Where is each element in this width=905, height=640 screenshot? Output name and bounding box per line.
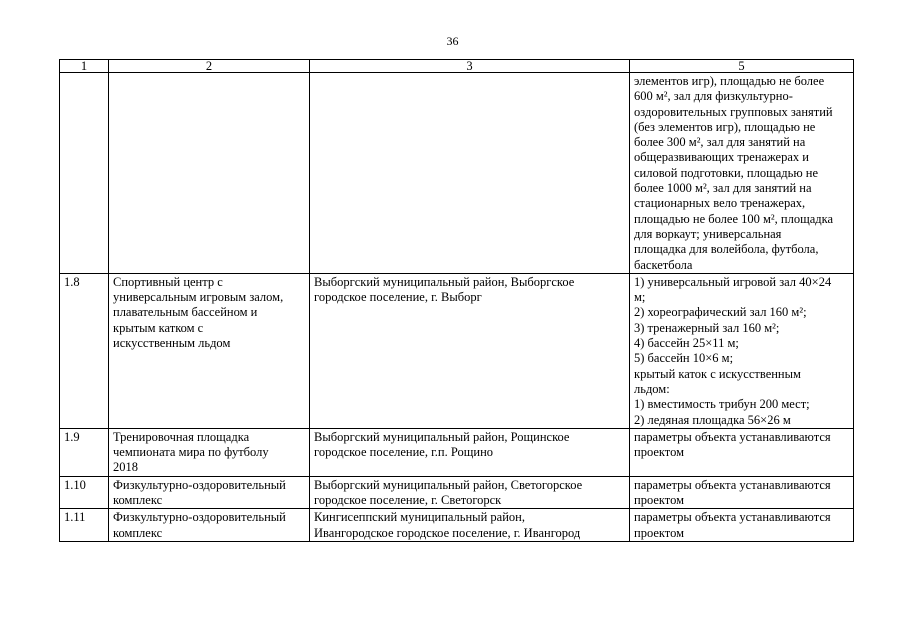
cell-line: Кингисеппский муниципальный район, — [314, 510, 525, 525]
col-header: 1 — [60, 60, 109, 73]
cell-line: м; — [634, 290, 646, 305]
cell-line: Спортивный центр с — [113, 274, 223, 289]
cell-line: 2018 — [113, 460, 138, 475]
cell-line: универсальным игровым залом, — [113, 290, 284, 305]
page-number: 36 — [446, 34, 459, 48]
location-cell — [310, 476, 630, 509]
cell-line: общеразвивающих тренажерах и — [634, 150, 809, 165]
row-number-cell — [60, 73, 109, 274]
cell-line: более 1000 м², зал для занятий на — [634, 181, 812, 196]
cell-line: оздоровительных групповых занятий — [634, 104, 833, 119]
row-number-cell: 1.8 — [60, 273, 109, 428]
table-row — [60, 73, 854, 274]
table-row — [60, 428, 854, 476]
row-number-cell: 1.10 — [60, 476, 109, 509]
object-name-cell — [109, 476, 310, 509]
data-table — [59, 59, 854, 542]
object-name-cell — [109, 509, 310, 542]
cell-line: крытый каток с искусственным — [634, 366, 801, 381]
cell-line: льдом: — [634, 381, 670, 396]
cell-line: 1) универсальный игровой зал 40×24 — [634, 274, 832, 289]
cell-line: 5) бассейн 10×6 м; — [634, 351, 734, 366]
table-row — [60, 509, 854, 542]
cell-line: городское поселение, г.п. Рощино — [314, 445, 494, 460]
parameters-cell — [630, 476, 854, 509]
parameters-cell — [630, 73, 854, 274]
parameters-cell — [630, 428, 854, 476]
location-cell — [310, 509, 630, 542]
cell-line: плавательным бассейном и — [113, 305, 258, 320]
table-row — [60, 476, 854, 509]
cell-line: 2) хореографический зал 160 м²; — [634, 305, 807, 320]
cell-line: комплекс — [113, 493, 163, 508]
cell-line: баскетбола — [634, 257, 693, 272]
col-header: 5 — [630, 60, 854, 73]
cell-line: проектом — [634, 493, 685, 508]
col-header: 3 — [310, 60, 630, 73]
parameters-cell — [630, 273, 854, 428]
cell-line: Физкультурно-оздоровительный — [113, 510, 286, 525]
table-header-row — [60, 60, 854, 73]
row-number-cell: 1.11 — [60, 509, 109, 542]
location-cell — [310, 273, 630, 428]
cell-line: параметры объекта устанавливаются — [634, 477, 831, 492]
cell-line: стационарных вело тренажерах, — [634, 196, 806, 211]
parameters-cell — [630, 509, 854, 542]
cell-line: для воркаут; универсальная — [634, 226, 782, 241]
object-name-cell — [109, 273, 310, 428]
location-cell — [310, 428, 630, 476]
cell-line: крытым катком с — [113, 320, 204, 335]
cell-line: 3) тренажерный зал 160 м²; — [634, 320, 780, 335]
cell-line: элементов игр), площадью не более — [634, 74, 825, 88]
cell-line: (без элементов игр), площадью не — [634, 119, 816, 134]
object-name-cell — [109, 428, 310, 476]
cell-line: комплекс — [113, 525, 163, 540]
cell-line: 600 м², зал для физкультурно- — [634, 89, 793, 104]
cell-line: параметры объекта устанавливаются — [634, 429, 831, 444]
cell-line: Выборгский муниципальный район, Рощинское — [314, 429, 570, 444]
cell-line: Физкультурно-оздоровительный — [113, 477, 286, 492]
cell-line: Тренировочная площадка — [113, 429, 250, 444]
cell-line: Выборгский муниципальный район, Выборгское — [314, 274, 575, 289]
cell-line: параметры объекта устанавливаются — [634, 510, 831, 525]
cell-line: чемпионата мира по футболу — [113, 445, 269, 460]
cell-line: 4) бассейн 25×11 м; — [634, 336, 739, 351]
cell-line: проектом — [634, 525, 685, 540]
table-row — [60, 273, 854, 428]
cell-line: Ивангородское городское поселение, г. Ивангород — [314, 525, 581, 540]
cell-line: проектом — [634, 445, 685, 460]
col-header: 2 — [109, 60, 310, 73]
cell-line: площадью не более 100 м², площадка — [634, 211, 834, 226]
cell-line: более 300 м², зал для занятий на — [634, 135, 806, 150]
cell-line: городское поселение, г. Светогорск — [314, 493, 502, 508]
cell-line: 1) вместимость трибун 200 мест; — [634, 397, 810, 412]
cell-line: 2) ледяная площадка 56×26 м — [634, 412, 791, 427]
cell-line: силовой подготовки, площадью не — [634, 165, 819, 180]
row-number-cell: 1.9 — [60, 428, 109, 476]
cell-line: площадка для волейбола, футбола, — [634, 242, 819, 257]
cell-line: искусственным льдом — [113, 336, 231, 351]
location-cell — [310, 73, 630, 274]
object-name-cell — [109, 73, 310, 274]
cell-line: городское поселение, г. Выборг — [314, 290, 482, 305]
cell-line: Выборгский муниципальный район, Светогорское — [314, 477, 583, 492]
